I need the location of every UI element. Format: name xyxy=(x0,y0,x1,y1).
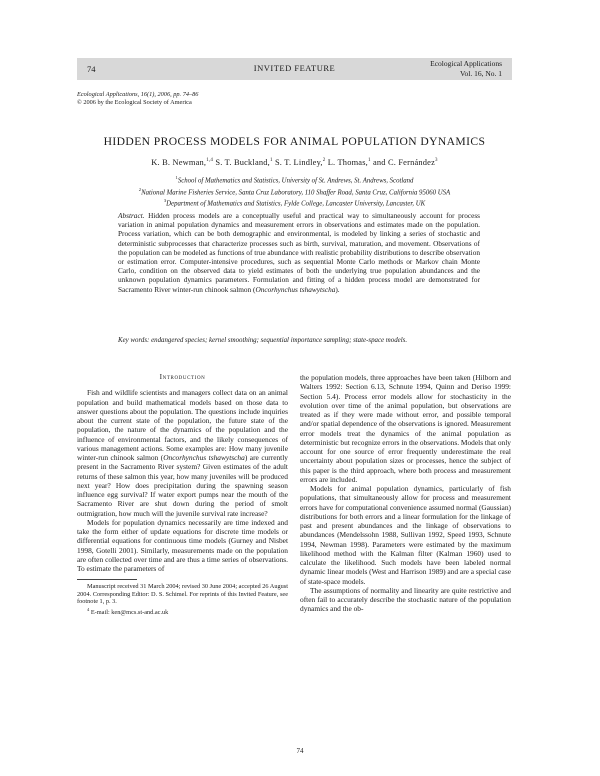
affiliation: $^1$School of Mathematics and Statistics, University of St. Andrews, St. Andrews, Scotland xyxy=(175,175,414,185)
abstract: Abstract. Hidden process models are a conceptually useful and practical way to simultaneously account for process variation in animal population dynamics and measurement errors in observations and estimates made on the population. Process variation, which can be both demographic and environmental, is modeled by linking a series of stochastic and deterministic subprocesses that characterize processes such as birth, survival, maturation, and movement. Observations of the population can be modeled as functions of true abundance with realistic probability distributions to describe observation or estimation error. Computer-intensive procedures, such as sequential Monte Carlo methods or Markov chain Monte Carlo, condition on the observed data to yield estimates of both the underlying true population abundances and the unknown population dynamics parameters. Formulation and fitting of a hidden process model are demonstrated for Sacramento River winter-run chinook salmon (Oncorhynchus tshawytscha). xyxy=(118,211,480,294)
header-journal-name: Ecological Applications xyxy=(430,59,502,68)
author: S. T. Lindley, xyxy=(274,158,323,167)
paragraph: Fish and wildlife scientists and managers collect data on an animal population and build mathematical models based on those data to answer questions about the population. The questions include inquiries about the current state of the population, the future state of the population, the nature of the dynamics of the population and the influence of environmental factors, and the likely consequences of various management actions. Some examples are: How many juvenile winter-run chinook salmon (Oncorhynchus tshawytscha) are currently present in the Sacramento River system? Given estimates of the adult returns of these salmon this year, how many juveniles will be produced next year? How does precipitation during the spawning season influence egg survival? If water export pumps near the mouth of the Sacramento River are shut down during the period of smolt outmigration, how much will the juvenile survival rate increase? xyxy=(77,388,288,518)
header-page-number: 74 xyxy=(87,64,96,74)
footnote-rule xyxy=(77,579,137,580)
paragraph: The assumptions of normality and linearity are quite restrictive and often fail to accurately describe the stochastic nature of the population dynamics and the ob- xyxy=(300,585,511,614)
citation-block xyxy=(77,91,198,106)
paragraph: Models for population dynamics necessarily are time indexed and take the form either of update equations for discrete time models or differential equations for continuous time models (Gurney and Nisbet 1998, Gotelli 2001). Similarly, measurements made on the population are often collected over time and are thus a time series of observations. To estimate the parameters of xyxy=(77,517,288,573)
author: and C. Fernández xyxy=(372,158,436,167)
author: K. B. Newman, xyxy=(151,158,207,167)
author-list xyxy=(77,158,512,167)
paragraph: Models for animal population dynamics, particularly of fish populations, that simultaneously allow for process and measurement errors have for computational convenience assumed normal (Gaussian) distributions for both errors and a linear formulation for the linkage of past and present abundances and the linkage of observations to abundances (Mendelssohn 1988, Sullivan 1992, Speed 1993, Schnute 1994, Newman 1998). Parameters were estimated by the maximum likelihood method with the Kalman filter (Kalman 1960) used to calculate the likelihood. Such models have been labeled normal dynamic linear models (West and Harrison 1989) and are a special case of state-space models. xyxy=(300,484,511,586)
right-column xyxy=(300,373,511,614)
paper-title: HIDDEN PROCESS MODELS FOR ANIMAL POPULATION DYNAMICS xyxy=(103,135,486,148)
author-sup: 2 xyxy=(322,158,326,164)
header-section: INVITED FEATURE xyxy=(253,63,336,73)
author-sup: 1 xyxy=(367,158,371,164)
header-journal xyxy=(430,59,502,79)
copyright-line: © 2006 by the Ecological Society of America xyxy=(77,98,192,106)
affiliations xyxy=(77,174,512,209)
footnote-email: $^4$ E-mail: ken@mcs.st-and.ac.uk xyxy=(87,607,169,617)
author: S. T. Buckland, xyxy=(215,158,270,167)
abstract-species: Oncorhynchus tshawytscha xyxy=(255,284,336,294)
footnote-manuscript: Manuscript received 31 March 2004; revised 30 June 2004; accepted 26 August 2004. Corresponding Editor: D. S. Schimel. For reprints of this Invited Feature, see footnote 1, p. 3. xyxy=(77,583,288,606)
keywords xyxy=(118,337,480,346)
left-column xyxy=(77,372,288,617)
running-header xyxy=(77,58,512,80)
affiliation: $^2$National Marine Fisheries Service, Santa Cruz Laboratory, 110 Shaffer Road, Santa Cruz, California 95060 USA xyxy=(138,186,451,196)
footer-page-number: 74 xyxy=(296,747,304,755)
affiliation: $^3$Department of Mathematics and Statistics, Fylde College, Lancaster University, Lancaster, UK xyxy=(163,198,426,208)
author-sup: 3 xyxy=(435,158,438,164)
keywords-text: endangered species; kernel smoothing; sequential importance sampling; state-space models. xyxy=(151,337,408,344)
author-sup: 1,4 xyxy=(206,158,214,164)
paragraph: the population models, three approaches have been taken (Hilborn and Walters 1992: Section 6.13, Schnute 1994, Quinn and Deriso 1999: Section 5.4). Process error models allow for stochasticity in the evolution over time of the animal population, but observations are treated as if they were made without error, and possible temporal and/or spatial dependence of the observations is ignored. Measurement error models treat the dynamics of the animal population as deterministic but recognize errors in the observations. Models that only account for one source of error frequently underestimate the real uncertainty about population sizes or processes, hence the subject of this paper is the third approach, where both process and measurement errors are included. xyxy=(300,373,511,484)
author-sup: 1 xyxy=(269,158,273,164)
header-journal-volume: Vol. 16, No. 1 xyxy=(460,69,502,78)
author: L. Thomas, xyxy=(327,158,368,167)
journal-reference: Ecological Applications, 16(1), 2006, pp. 74–86 xyxy=(77,91,199,98)
section-heading-introduction: Introduction xyxy=(159,372,206,381)
abstract-label: Abstract. xyxy=(118,211,145,220)
keywords-label: Key words: xyxy=(118,337,150,344)
abstract-text: Hidden process models are a conceptually useful and practical way to simultaneously account for process variation in animal population dynamics and measurement errors in observations and estimates made on the population. Process variation, which can be both demographic and environmental, is modeled by linking a series of stochastic and deterministic subprocesses that characterize processes such as birth, survival, maturation, and movement. Observations of the population can be modeled as functions of true abundance with realistic probability distributions to describe observation or estimation error. Computer-intensive procedures, such as sequential Monte Carlo methods or Markov chain Monte Carlo, condition on the observed data to yield estimates of both the underlying true population abundances and the unknown population dynamics parameters. Formulation and fitting of a hidden process model are demonstrated for Sacramento River winter-run chinook salmon ( xyxy=(118,211,480,294)
